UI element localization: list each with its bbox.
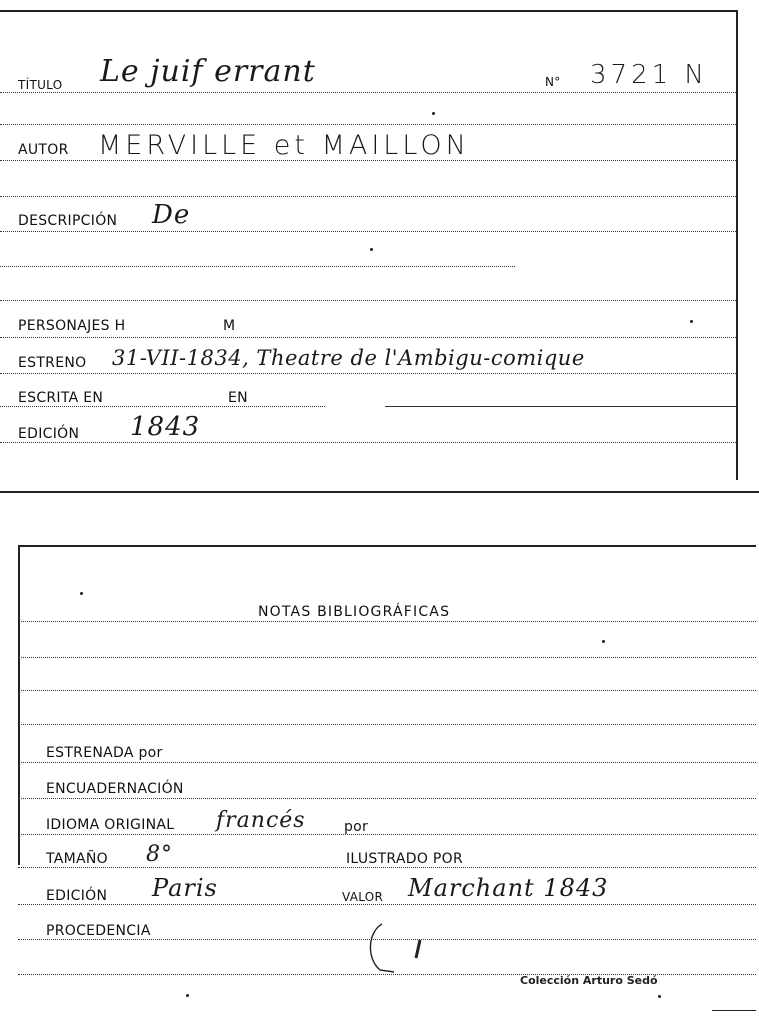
encuadernacion-label: ENCUADERNACIÓN bbox=[46, 781, 184, 797]
estreno-rule bbox=[0, 373, 736, 374]
encuadernacion-rule bbox=[18, 798, 756, 799]
speck bbox=[432, 112, 435, 115]
descripcion-value: De bbox=[152, 200, 191, 230]
rule-7 bbox=[0, 300, 736, 301]
valor-value: Marchant 1843 bbox=[408, 874, 609, 902]
colophon-text: Colección Arturo Sedó bbox=[520, 974, 658, 987]
idioma-label: IDIOMA ORIGINAL bbox=[46, 817, 175, 833]
descripcion-rule-2 bbox=[0, 266, 515, 267]
speck bbox=[370, 248, 373, 251]
escrita-label: ESCRITA EN bbox=[18, 390, 104, 406]
autor-rule bbox=[0, 160, 736, 161]
tamano-value: 8° bbox=[146, 842, 173, 867]
numero-label: N° bbox=[545, 75, 561, 89]
rule bbox=[18, 690, 756, 691]
valor-label: VALOR bbox=[342, 890, 384, 904]
numero-value: 3721 N bbox=[590, 60, 708, 90]
card-top-border bbox=[0, 10, 736, 12]
edicion-back-label: EDICIÓN bbox=[46, 888, 108, 904]
personajes-rule bbox=[0, 337, 736, 338]
descripcion-rule bbox=[0, 231, 736, 232]
escrita-rule-left bbox=[0, 406, 325, 407]
estrenada-rule bbox=[18, 762, 756, 763]
corner-mark bbox=[712, 1010, 756, 1011]
tamano-rule bbox=[18, 867, 756, 868]
personajes-m-label: M bbox=[223, 318, 236, 334]
notas-heading: NOTAS BIBLIOGRÁFICAS bbox=[258, 604, 451, 620]
rule bbox=[18, 621, 756, 622]
card-bottom-border bbox=[0, 491, 759, 493]
edicion-value: 1843 bbox=[130, 412, 201, 442]
rule-2 bbox=[0, 124, 736, 125]
speck bbox=[80, 592, 83, 595]
escrita-rule-right bbox=[385, 406, 736, 407]
idioma-rule bbox=[18, 834, 756, 835]
estrenada-label: ESTRENADA por bbox=[46, 745, 163, 761]
procedencia-label: PROCEDENCIA bbox=[46, 923, 151, 939]
rule-4 bbox=[0, 196, 736, 197]
idioma-value: francés bbox=[216, 808, 306, 833]
personajes-label: PERSONAJES H bbox=[18, 318, 126, 334]
ilustrado-label: ILUSTRADO POR bbox=[346, 851, 463, 867]
descripcion-label: DESCRIPCIÓN bbox=[18, 213, 118, 229]
catalog-card-back bbox=[0, 540, 759, 1028]
card-right-border bbox=[736, 10, 738, 480]
edicion-label: EDICIÓN bbox=[18, 426, 80, 442]
estreno-label: ESTRENO bbox=[18, 355, 87, 371]
hole-mark bbox=[360, 918, 430, 978]
catalog-card-front bbox=[0, 0, 759, 495]
idioma-por-label: por bbox=[344, 819, 369, 835]
titulo-label: TÍTULO bbox=[18, 78, 63, 92]
card-left-border bbox=[18, 545, 20, 865]
edicion-back-value: Paris bbox=[152, 874, 218, 902]
speck bbox=[602, 640, 605, 643]
titulo-value: Le juif errant bbox=[100, 54, 316, 89]
escrita-en-label: EN bbox=[228, 390, 248, 406]
speck bbox=[186, 994, 189, 997]
card-top-border bbox=[18, 545, 756, 547]
titulo-rule bbox=[0, 92, 736, 93]
tamano-label: TAMAÑO bbox=[46, 851, 108, 867]
autor-label: AUTOR bbox=[18, 142, 69, 158]
speck bbox=[658, 995, 661, 998]
edicion-back-rule bbox=[18, 904, 756, 905]
edicion-rule bbox=[0, 442, 736, 443]
estreno-value: 31-VII-1834, Theatre de l'Ambigu-comique bbox=[112, 346, 585, 370]
speck bbox=[690, 320, 693, 323]
rule bbox=[18, 724, 756, 725]
autor-value: MERVILLE et MAILLON bbox=[98, 130, 470, 161]
rule bbox=[18, 657, 756, 658]
